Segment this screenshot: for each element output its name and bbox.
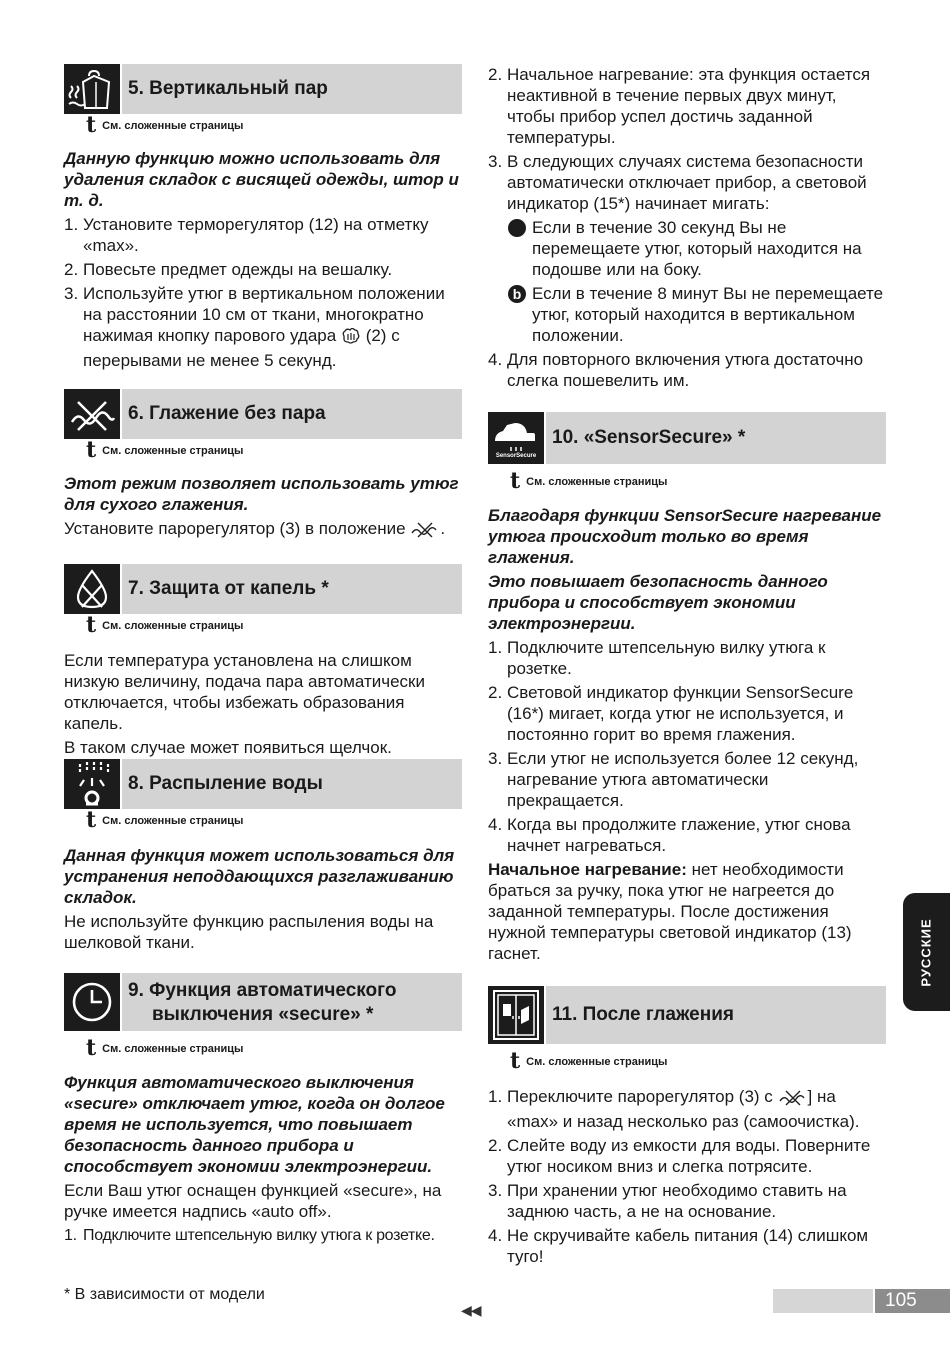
paragraph: Если Ваш утюг оснащен функцией «secure», на ручке имеется надпись «auto off». [64, 1181, 442, 1221]
list-item: 3. При хранении утюг необходимо ставить на заднюю часть, а не на основание. [488, 1181, 847, 1221]
page-number: 105 [875, 1289, 950, 1313]
folded-pages-ref: t См. сложенные страницы [86, 612, 244, 638]
list-item: 4. Не скручивайте кабель питания (14) слишком туго! [488, 1226, 869, 1266]
list-item: 1. Установите терморегулятор (12) на отметку «max». [64, 215, 429, 255]
section-6-header [64, 389, 462, 439]
paragraph: Установите парорегулятор (3) в положение . [64, 518, 464, 543]
list-item: 2. Слейте воду из емкости для воды. Поверните утюг носиком вниз и слегка потрясите. [488, 1136, 871, 1176]
folded-pages-ref: t См. сложенные страницы [86, 112, 244, 138]
page-ref-icon: t [510, 468, 521, 494]
paragraph: Не используйте функцию распыления воды на шелковой ткани. [64, 912, 434, 952]
page-bar [773, 1289, 873, 1313]
section-title: 6. Глажение без пара [122, 389, 462, 439]
section-10-header [488, 412, 886, 464]
page-ref-icon: t [86, 437, 97, 463]
vertical-steam-icon [64, 64, 120, 114]
intro-text: Функция автоматического выключения «secure» отключает утюг, когда он долгое время не используется, что повышает безопасность данного прибора и способствует экономии электроэнергии. [64, 1073, 445, 1176]
list-item: 3. В следующих случаях система безопасности автоматически отключает прибор, а световой индикатор (15*) начинает мигать: [488, 152, 867, 213]
language-tab: РУССКИЕ [903, 893, 950, 1011]
section-title: 5. Вертикальный пар [122, 64, 462, 114]
section-10-body [488, 505, 888, 964]
list-item: 4. Когда вы продолжите глажение, утюг снова начнет нагреваться. [488, 815, 851, 855]
back-arrows-icon[interactable]: ◀◀ [461, 1302, 481, 1318]
section-8-body [64, 845, 464, 953]
list-item: 1. Переключите парорегулятор (3) с ] на «max» и назад несколько раз (самоочистка). [488, 1087, 860, 1131]
intro-text: Этот режим позволяет использовать утюг для сухого глажения. [64, 474, 459, 514]
section-5-header [64, 64, 462, 114]
water-spray-icon [64, 759, 120, 809]
bullet-b-icon: b [508, 285, 526, 303]
steam-burst-icon [341, 327, 361, 350]
anti-drip-icon [64, 564, 120, 614]
paragraph: Если температура установлена на слишком низкую величину, подача пара автоматически отключается, чтобы избежать образования капель. [64, 651, 425, 733]
page-ref-icon: t [86, 612, 97, 638]
intro-text: Данная функция может использоваться для устранения неподдающихся разглаживанию складок. [64, 846, 455, 907]
section-11-header [488, 986, 886, 1044]
sub-item-b: b Если в течение 8 минут Вы не перемещаете утюг, который находится в вертикальном положении. [488, 283, 888, 346]
folded-pages-ref: t См. сложенные страницы [510, 468, 668, 494]
no-steam-small-icon [410, 520, 440, 543]
no-steam-small-icon [778, 1088, 808, 1111]
list-item: 1. Подключите штепсельную вилку утюга к розетке. [64, 1227, 435, 1244]
list-item: 3. Если утюг не используется более 12 секунд, нагревание утюга автоматически прекращается. [488, 749, 859, 810]
sub-item-a: Если в течение 30 секунд Вы не перемещаете утюг, который находится на подошве или на боку. [488, 217, 888, 280]
storage-cabinet-icon [488, 986, 544, 1044]
list-item: 2. Повесьте предмет одежды на вешалку. [64, 260, 393, 279]
section-title: 9. Функция автоматического выключения «secure» * [122, 973, 462, 1031]
page-ref-icon: t [86, 807, 97, 833]
folded-pages-ref: t См. сложенные страницы [86, 1035, 244, 1061]
section-title: 11. После глажения [546, 986, 886, 1044]
section-7-header [64, 564, 462, 614]
clock-icon [64, 973, 120, 1031]
section-9-body [64, 1072, 464, 1246]
no-steam-icon [64, 389, 120, 439]
footnote: * В зависимости от модели [64, 1286, 265, 1303]
folded-pages-ref: t См. сложенные страницы [86, 807, 244, 833]
section-9-header [64, 973, 462, 1031]
list-item: 1. Подключите штепсельную вилку утюга к розетке. [488, 638, 826, 678]
intro-text: Благодаря функции SensorSecure нагревание утюга происходит только во время глажения. [488, 506, 882, 567]
paragraph: Начальное нагревание: нет необходимости браться за ручку, пока утюг не нагреется до заданной температуры. После достижения нужной температуры световой индикатор (13) гаснет. [488, 860, 852, 963]
intro-text: Это повышает безопасность данного прибора и способствует экономии электроэнергии. [488, 572, 828, 633]
paragraph: В таком случае может появиться щелчок. [64, 738, 392, 757]
sensorsecure-label: SensorSecure [495, 452, 537, 459]
section-7-body [64, 650, 464, 758]
intro-text: Данную функцию можно использовать для удаления складок с висящей одежды, штор и т. д. [64, 149, 459, 210]
page-ref-icon: t [86, 1035, 97, 1061]
page-ref-icon: t [510, 1048, 521, 1074]
list-item: 3. Используйте утюг в вертикальном положении на расстоянии 10 см от ткани, многократно нажимая кнопку парового удара (2) с перерывами не менее 5 секунд. [64, 284, 445, 370]
section-title: 8. Распыление воды [122, 759, 462, 809]
list-item: 2. Световой индикатор функции SensorSecure (16*) мигает, когда утюг не используется, и постоянно горит во время глажения. [488, 683, 854, 744]
section-6-body [64, 473, 464, 543]
section-9-continued [488, 64, 888, 391]
list-item: 4. Для повторного включения утюга достаточно слегка пошевелить им. [488, 350, 864, 390]
section-8-header [64, 759, 462, 809]
section-5-body [64, 148, 464, 371]
section-title: 7. Защита от капель * [122, 564, 462, 614]
list-item: 2. Начальное нагревание: эта функция остается неактивной в течение первых двух минут, чтобы прибор успел достичь заданной температуры. [488, 65, 871, 147]
folded-pages-ref: t См. сложенные страницы [510, 1048, 668, 1074]
section-11-body [488, 1086, 888, 1267]
sensorsecure-icon [488, 412, 544, 464]
section-title: 10. «SensorSecure» * [546, 412, 886, 464]
page-ref-icon: t [86, 112, 97, 138]
folded-pages-ref: t См. сложенные страницы [86, 437, 244, 463]
bullet-a-icon [508, 219, 526, 237]
